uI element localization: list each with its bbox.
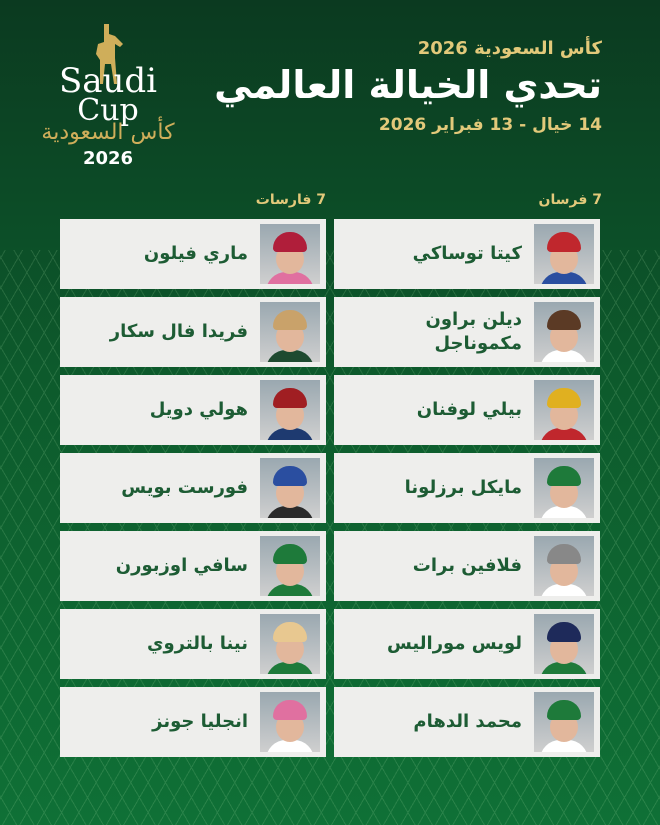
rider-card <box>334 219 600 289</box>
header <box>214 38 602 135</box>
rider-card <box>60 453 326 523</box>
rider-name: كيتا توساكي <box>412 243 522 264</box>
women-column-heading: 7 فارسات <box>255 192 326 208</box>
rider-card <box>60 531 326 601</box>
rider-name: مايكل برزلونا <box>404 477 522 498</box>
men-column-heading: 7 فرسان <box>538 192 602 208</box>
rider-card <box>334 687 600 757</box>
rider-helmet <box>273 310 307 330</box>
saudi-cup-logo <box>28 22 188 172</box>
rider-name: فورست بويس <box>121 477 248 498</box>
rider-photo <box>260 224 320 284</box>
rider-photo <box>260 380 320 440</box>
rider-photo <box>534 302 594 362</box>
header-dates: 14 خيال - 13 فبراير 2026 <box>378 115 602 135</box>
rider-name: ديلن براون مكموناجل <box>425 309 522 354</box>
rider-helmet <box>273 544 307 564</box>
rider-helmet <box>273 700 307 720</box>
rider-photo <box>260 614 320 674</box>
rider-card <box>334 531 600 601</box>
rider-card <box>60 219 326 289</box>
rider-card <box>334 453 600 523</box>
rider-photo <box>534 536 594 596</box>
rider-helmet <box>273 466 307 486</box>
rider-card <box>60 687 326 757</box>
logo-arabic: كأس السعودية <box>41 120 175 145</box>
rider-photo <box>260 302 320 362</box>
rider-helmet <box>547 700 581 720</box>
rider-helmet <box>273 622 307 642</box>
rider-name: سافي اوزبورن <box>115 555 248 576</box>
rider-name: فلافين برات <box>412 555 522 576</box>
rider-name: بيلي لوفنان <box>416 399 522 420</box>
header-subtitle: كأس السعودية 2026 <box>417 38 602 59</box>
rider-name: انجليا جونز <box>152 711 248 732</box>
rider-name: محمد الدهام <box>413 711 522 732</box>
rider-name: ماري فيلون <box>143 243 248 264</box>
rider-photo <box>260 692 320 752</box>
rider-photo <box>534 692 594 752</box>
rider-helmet <box>547 544 581 564</box>
rider-card <box>334 609 600 679</box>
rider-card <box>334 297 600 367</box>
rider-helmet <box>273 232 307 252</box>
rider-photo <box>534 380 594 440</box>
rider-card <box>60 297 326 367</box>
rider-helmet <box>547 310 581 330</box>
rider-helmet <box>547 466 581 486</box>
rider-name: نينا بالتروي <box>147 633 248 654</box>
rider-card <box>60 609 326 679</box>
rider-card <box>60 375 326 445</box>
rider-photo <box>534 614 594 674</box>
rider-name: لويس موراليس <box>386 633 522 654</box>
rider-name: هولي دويل <box>149 399 248 420</box>
rider-helmet <box>273 388 307 408</box>
rider-photo <box>534 224 594 284</box>
rider-helmet <box>547 232 581 252</box>
logo-saudi: Saudi <box>58 61 158 101</box>
rider-name: فريدا فال سكار <box>109 321 248 342</box>
logo-year: 2026 <box>82 148 134 169</box>
rider-helmet <box>547 388 581 408</box>
rider-card <box>334 375 600 445</box>
rider-photo <box>260 458 320 518</box>
page-title: تحدي الخيالة العالمي <box>214 63 602 107</box>
logo-cup: Cup <box>77 93 139 128</box>
rider-photo <box>260 536 320 596</box>
rider-photo <box>534 458 594 518</box>
rider-helmet <box>547 622 581 642</box>
